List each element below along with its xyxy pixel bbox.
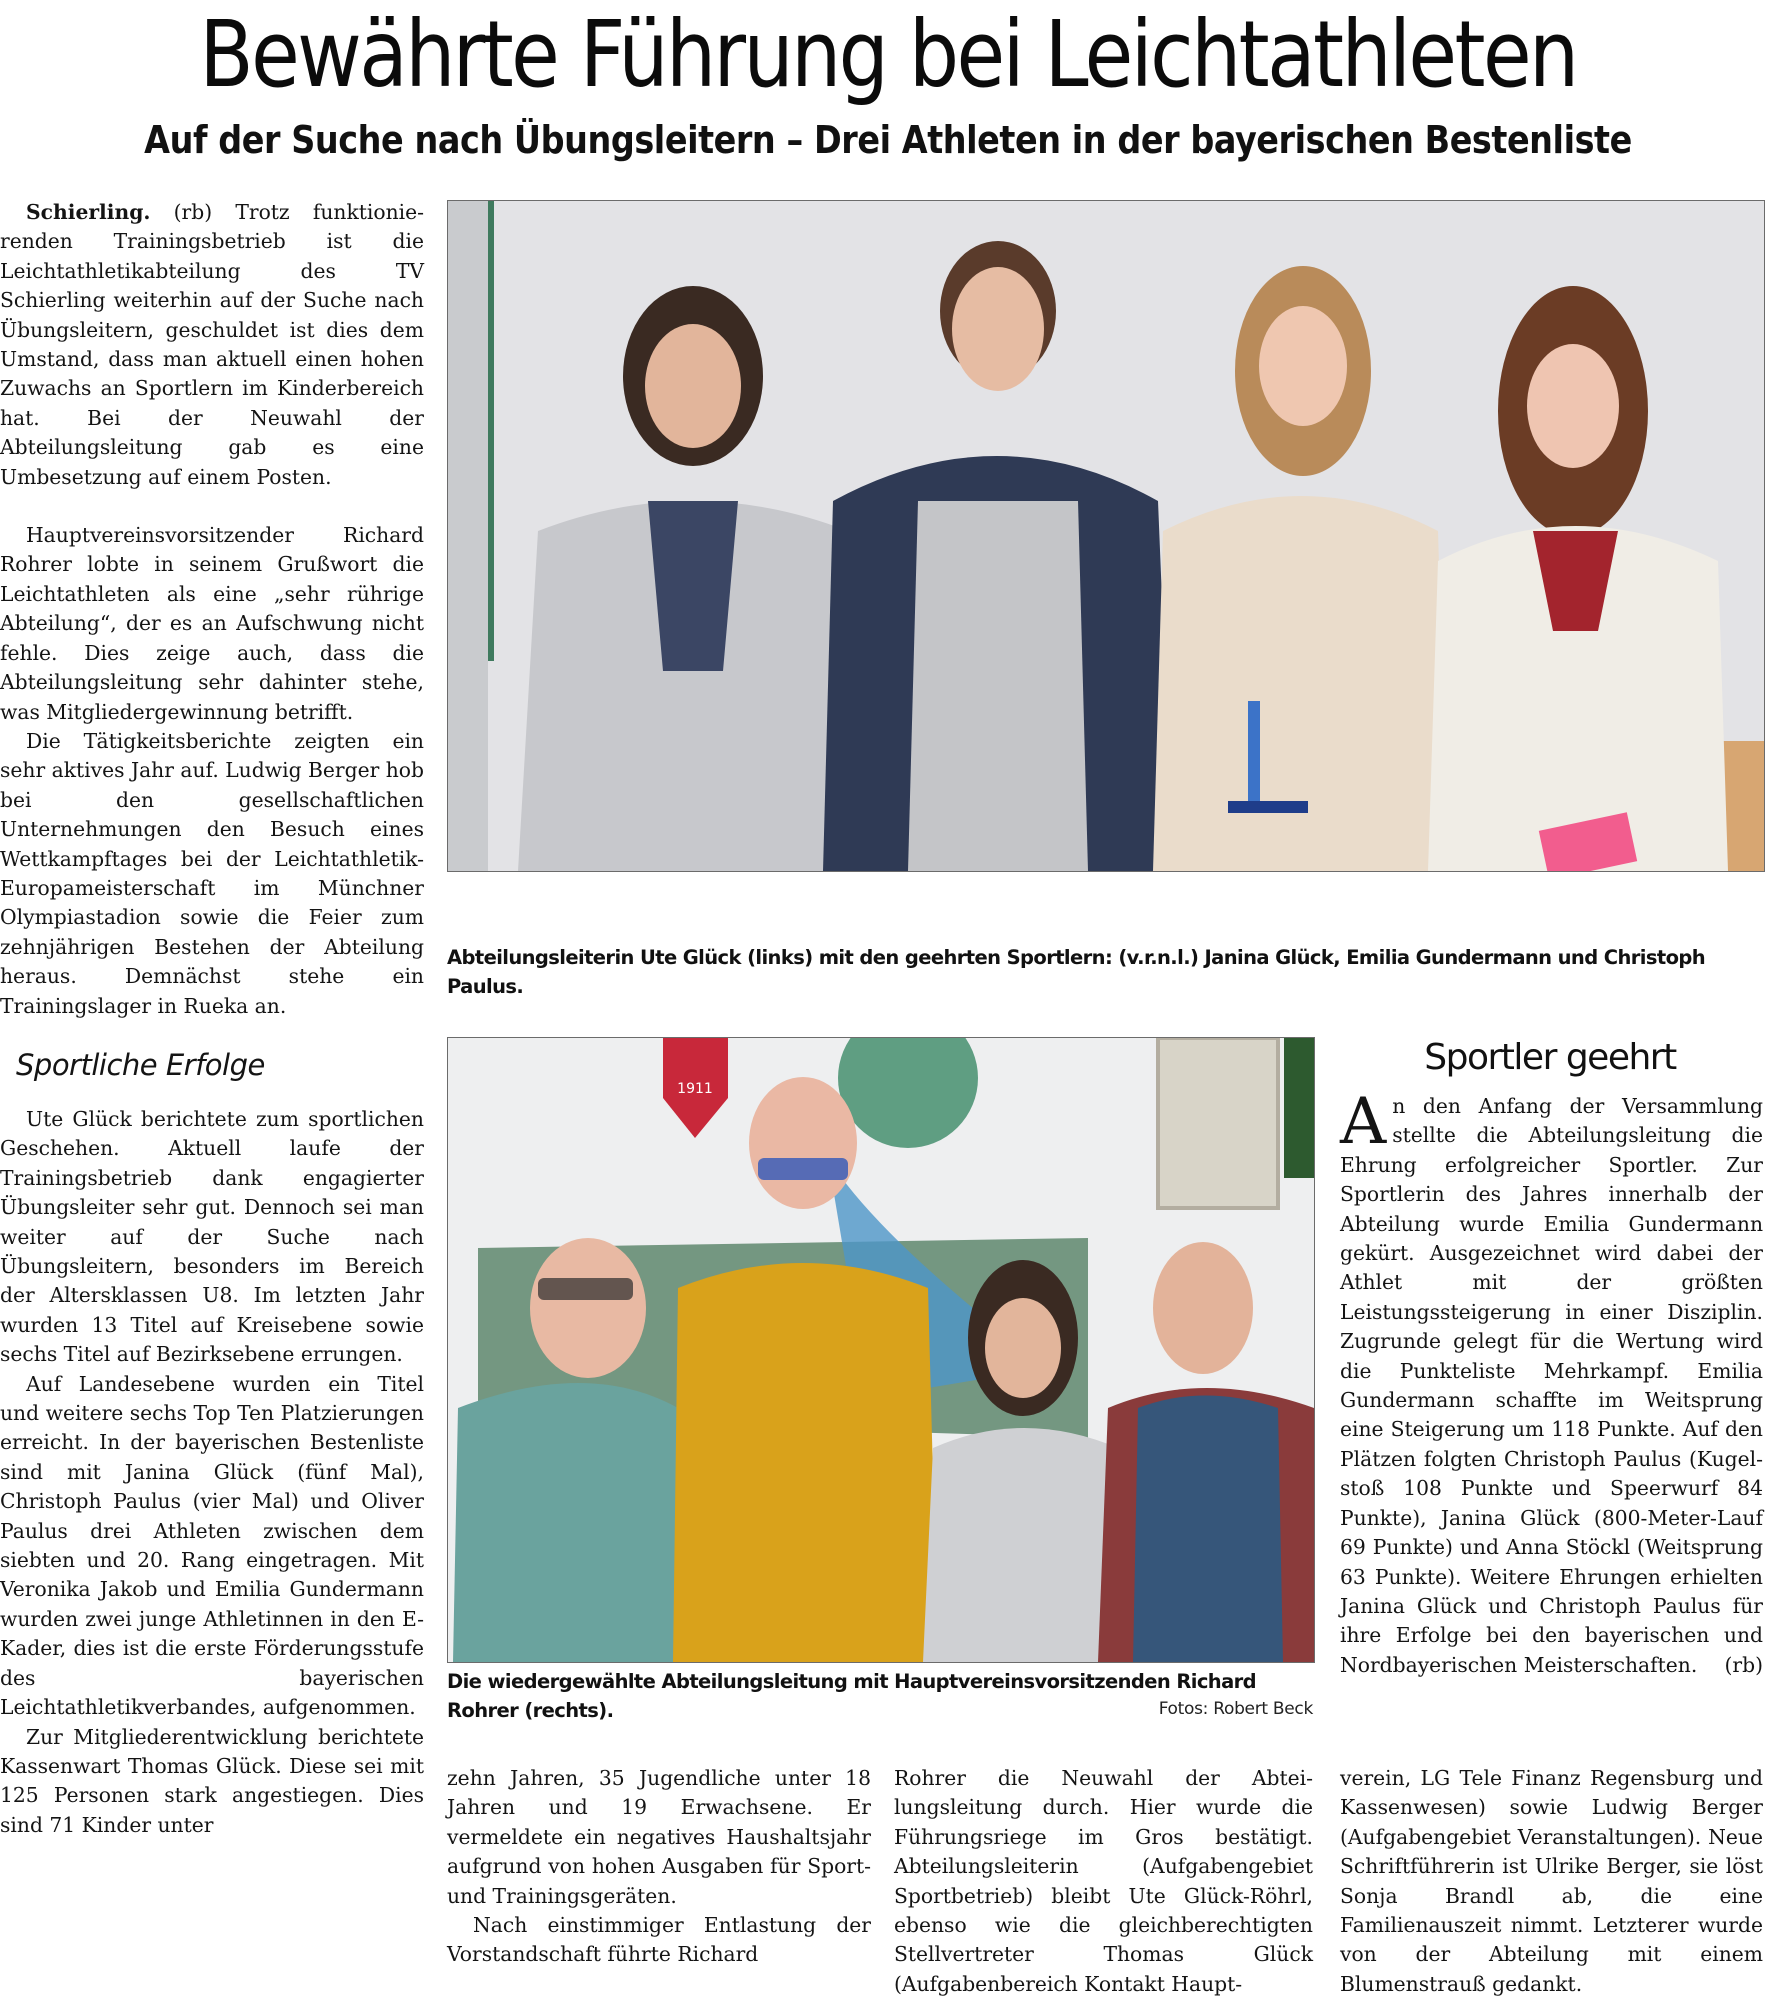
paragraph: Auf Landesebene wurden ein Titel und weitere sechs Top Ten Platzierungen erreicht. In der bayerischen Bestenliste sind mit Janina Glück (fünf Mal), Christoph Paulus (vier Mal) und Oliver Paulus drei Athleten zwischen dem siebten und 20. Rang eingetragen. Mit Veronika Jakob und Emilia Gundermann wurden zwei junge Athletinnen in den E-Kader, dies ist die erste Förderungsstufe des bayerischen Leichtathletikverbandes, aufgenommen. [0,1371,424,1720]
bottom-column-2 [894,1764,1313,1999]
left-column [0,198,424,1840]
bottom-column-1 [447,1764,871,1970]
paragraph: zehn Jahren, 35 Jugendliche unter 18 Jahren und 19 Erwachsene. Er vermeldete ein negatives Haushaltsjahr aufgrund von hohen Ausgaben für Sport- und Trainingsgeräten. [447,1766,871,1908]
photo-board [447,1037,1315,1663]
paragraph: Rohrer die Neuwahl der Abteilungsleitung durch. Hier wurde die Führungsriege im Gros bestätigt. Abteilungsleiterin (Aufgabengebiet Sportbetrieb) bleibt Ute Glück-Röhrl, ebenso wie die gleichberechtigten Stellvertreter Thomas Glück (Aufgabenbereich Kontakt Haupt- [894,1766,1313,1996]
drop-cap: A [1340,1085,1387,1159]
headline: Bewährte Führung bei Leichtathleten [199,1,1577,108]
photo-credit: Fotos: Robert Beck [1158,1699,1313,1719]
paragraph: verein, LG Tele Finanz Regensburg und Kassenwesen) sowie Ludwig Berger (Aufgabengebiet Veranstaltungen). Neue Schriftführerin ist Ulrike Berger, sie löst Sonja Brandl ab, die eine Familienauszeit nimmt. Letzterer wurde von der Abteilung mit einem Blumenstrauß gedankt. [1340,1766,1763,1996]
paragraph: Ute Glück berichtete zum sportlichen Geschehen. Aktuell laufe der Trainingsbetrieb dank engagierter Übungsleiter sehr gut. Dennoch sei man weiter auf der Suche nach Übungsleitern, besonders im Bereich der Altersklassen U8. Im letzten Jahr wurden 13 Titel auf Kreisebene sowie sechs Titel auf Bezirksebene errungen. [0,1106,424,1367]
svg-text:1911: 1911 [677,1081,713,1097]
author-signoff: (rb) [1724,1652,1763,1677]
paragraph: Zur Mitgliederentwicklung berichtete Kassenwart Thomas Glück. Diese sei mit 125 Personen stark angestiegen. Dies sind 71 Kinder unter [0,1724,424,1837]
photo-athletes [447,200,1765,872]
photo-athletes-caption: Abteilungsleiterin Ute Glück (links) mit den geehrten Sportlern: (v.r.n.l.) Janina Glück, Emilia Gundermann und Christoph Paulus. [447,946,1706,998]
subheading: Sportliche Erfolge [16,1047,265,1082]
sidebar-body [1340,1085,1763,1680]
intro-paragraph: Schierling. (rb) Trotz funktionierenden Trainingsbetrieb ist die Leichtathletikabteilung des TV Schierling weiterhin auf der Suche nach Übungsleitern, geschuldet ist dies dem Umstand, dass man aktuell einen hohen Zuwachs an Sportlern im Kinderbereich hat. Bei der Neuwahl der Abteilungsleitung gab es eine Umbesetzung auf einem Posten. [0,200,424,489]
paragraph: Hauptvereinsvorsitzender Richard Rohrer lobte in seinem Grußwort die Leichtathleten als eine „sehr rührige Abteilung“, der es an Aufschwung nicht fehle. Dies zeige auch, dass die Abteilungsleitung sehr dahinter stehe, was Mitgliedergewinnung betrifft. [0,523,424,724]
paragraph: Nach einstimmiger Entlastung der Vorstandschaft führte Richard [447,1913,871,1967]
sidebar-title: Sportler geehrt [1424,1037,1676,1078]
photo-board-caption: Die wiedergewählte Abteilungsleitung mit Hauptvereinsvorsitzenden Richard Rohrer (rechts). [447,1670,1257,1722]
sidebar-paragraph: An den Anfang der Versammlung stellte die Abteilungsleitung die Ehrung erfolgreicher Sportler. Zur Sportlerin des Jahres innerhalb der Abteilung wurde Emilia Gundermann gekürt. Ausgezeichnet wird dabei der Athlet mit der größten Leistungssteigerung in einer Disziplin. Zugrunde gelegt für die Wertung wird die Punkteliste Mehrkampf. Emilia Gundermann schaffte im Weitsprung eine Steigerung um 118 Punkte. Auf den Plätzen folgten Christoph Paulus (Kugelstoß 108 Punkte und Speerwurf 84 Punkte), Janina Glück (800-Meter-Lauf 69 Punkte) und Anna Stöckl (Weitsprung 63 Punkte). Weitere Ehrungen erhielten Janina Glück und Christoph Paulus für ihre Erfolge bei den bayerischen und Nordbayerischen Meisterschaften. (rb) [1340,1092,1763,1680]
subtitle: Auf der Suche nach Übungsleitern – Drei Athleten in der bayerischen Bestenliste [144,118,1632,162]
paragraph: Die Tätigkeitsberichte zeigten ein sehr aktives Jahr auf. Ludwig Berger hob bei den gesellschaftlichen Unternehmungen den Besuch eines Wettkampftages bei der Leichtathletik-Europameisterschaft im Münchner Olympiastadion sowie die Feier zum zehnjährigen Bestehen der Abteilung heraus. Demnächst stehe ein Trainingslager in Rueka an. [0,728,424,1018]
board-photo-image [448,1038,1314,1662]
dateline: Schierling. [26,200,151,224]
bottom-column-3 [1340,1764,1763,1999]
group-photo-image [448,201,1764,871]
